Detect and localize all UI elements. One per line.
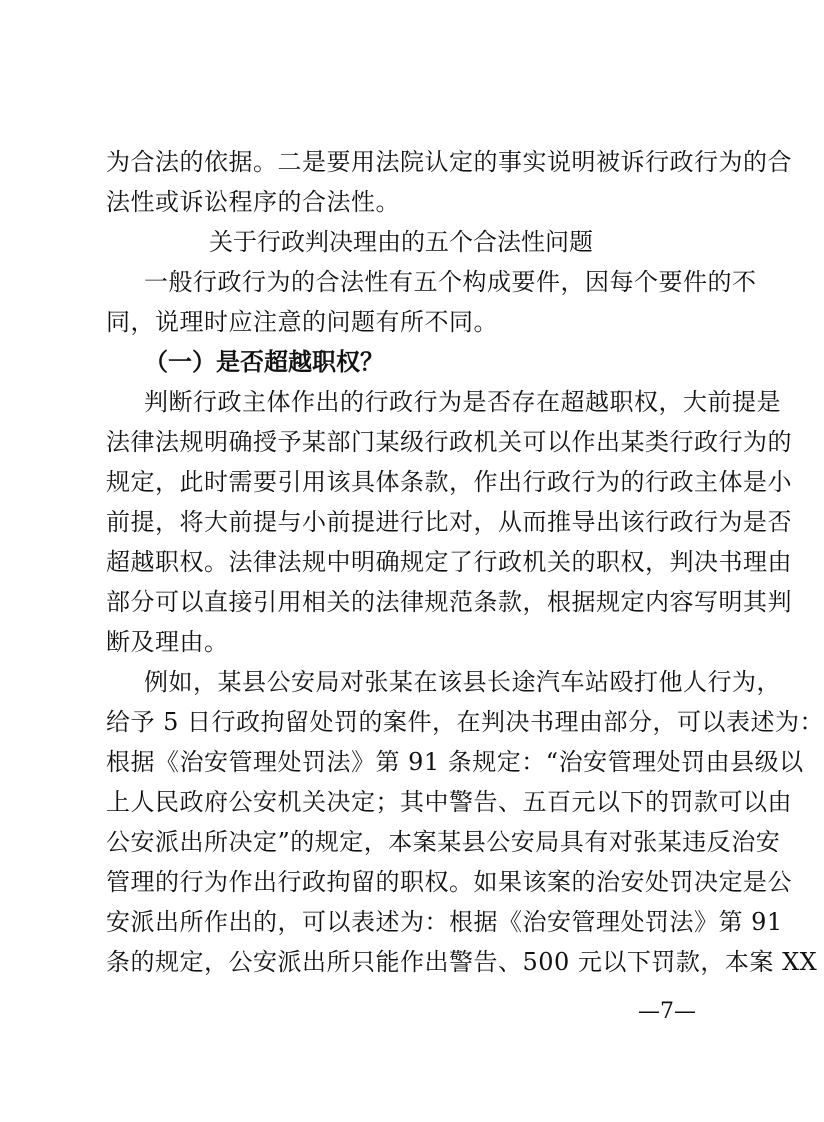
body-text-line: 超越职权。法律法规中明确规定了行政机关的职权，判决书理由 — [106, 548, 792, 576]
body-text-line: 上人民政府公安机关决定；其中警告、五百元以下的罚款可以由 — [106, 788, 792, 816]
body-text-line: 断及理由。 — [106, 628, 229, 656]
body-text-line: 根据《治安管理处罚法》第 91 条规定：“治安管理处罚由县级以 — [106, 748, 804, 776]
body-text-line: 安派出所作出的，可以表述为：根据《治安管理处罚法》第 91 — [106, 908, 783, 936]
section-heading: 关于行政判决理由的五个合法性问题 — [209, 228, 593, 256]
body-text-line: 前提，将大前提与小前提进行比对，从而推导出该行政行为是否 — [106, 508, 792, 536]
body-text-line: 判断行政主体作出的行政行为是否存在超越职权，大前提是 — [144, 388, 781, 416]
body-text-line: 规定，此时需要引用该具体条款，作出行政行为的行政主体是小 — [106, 468, 792, 496]
sub-heading: （一）是否超越职权？ — [144, 348, 384, 376]
body-text-line: 为合法的依据。二是要用法院认定的事实说明被诉行政行为的合 — [106, 148, 792, 176]
body-text-line: 公安派出所决定”的规定，本案某县公安局具有对张某违反治安 — [106, 828, 781, 856]
body-text-line: 一般行政行为的合法性有五个构成要件，因每个要件的不 — [144, 268, 757, 296]
body-text-line: 法律法规明确授予某部门某级行政机关可以作出某类行政行为的 — [106, 428, 792, 456]
body-text-line: 给予 5 日行政拘留处罚的案件，在判决书理由部分，可以表述为： — [106, 708, 824, 736]
page-number: —7— — [638, 999, 696, 1024]
body-text-line: 管理的行为作出行政拘留的职权。如果该案的治安处罚决定是公 — [106, 868, 792, 896]
body-text-line: 条的规定，公安派出所只能作出警告、500 元以下罚款，本案 XX — [106, 948, 818, 976]
body-text-line: 同，说理时应注意的问题有所不同。 — [106, 308, 498, 336]
body-text-line: 部分可以直接引用相关的法律规范条款，根据规定内容写明其判 — [106, 588, 792, 616]
body-text-line: 法性或诉讼程序的合法性。 — [106, 188, 400, 216]
body-text-line: 例如，某县公安局对张某在该县长途汽车站殴打他人行为， — [144, 668, 781, 696]
